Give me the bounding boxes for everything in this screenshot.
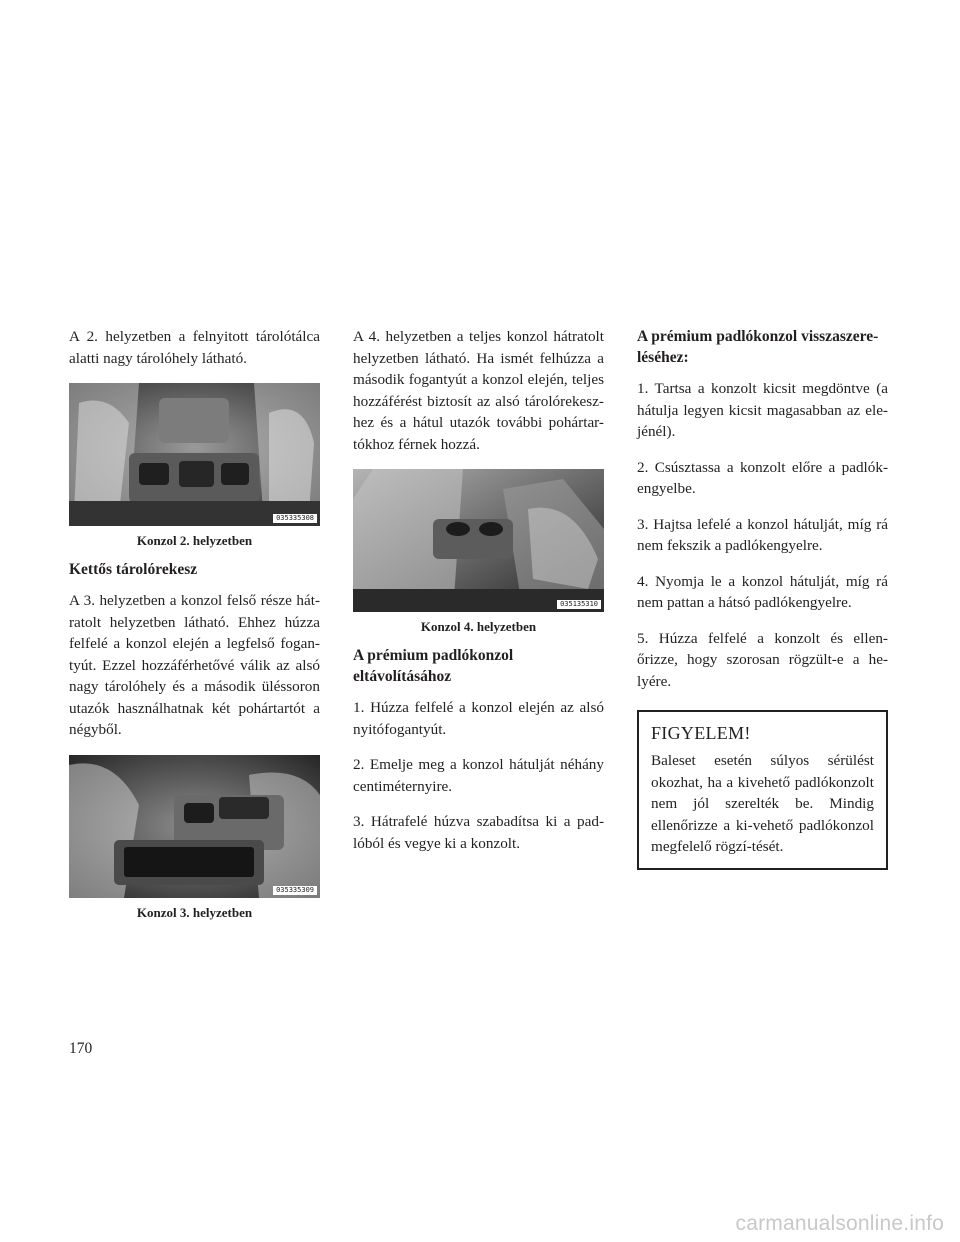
warning-box [637, 710, 888, 870]
step-item: 1. Tartsa a konzolt kicsit megdöntve (a hátulja legyen kicsit magasabban az ele-jénél). [637, 380, 888, 440]
step-item: 1. Húzza felfelé a konzol elején az alsó nyitófogantyút. [353, 699, 604, 738]
warning-text: Baleset esetén súlyos sérülést okozhat, ha a kivehető padlókonzolt nem jól szerelték be. Mindig ellenőrizze a ki-vehető padlókonzol megfelelő rögzí-tését. [651, 752, 874, 855]
step-item: 3. Hajtsa lefelé a konzol hátulját, míg rá nem fekszik a padlókengyelre. [637, 515, 888, 554]
figure-console-position-2 [69, 383, 320, 526]
step-item: 2. Csúsztassa a konzolt előre a padlók-engyelbe. [637, 458, 888, 497]
intro-paragraph: A 2. helyzetben a felnyitott tárolótálca alatti nagy tárolóhely látható. [69, 328, 320, 367]
figure-code: 035335308 [273, 514, 317, 523]
figure-code: 035335309 [273, 886, 317, 895]
warning-title: FIGYELEM! [651, 723, 751, 743]
figure-caption: Konzol 2. helyzetben [136, 533, 253, 548]
column-3 [637, 326, 888, 870]
console-photo-3 [69, 755, 320, 898]
console-photo-2 [69, 383, 320, 526]
figure-console-position-4 [353, 469, 604, 612]
step-item: 4. Nyomja le a konzol hátulját, míg rá nem pattan a hátsó padlókengyelre. [637, 572, 888, 611]
step-item: 3. Hátrafelé húzva szabadítsa ki a pad-lóból és vegye ki a konzolt. [353, 813, 604, 852]
column-1 [69, 326, 320, 931]
section-heading-line-1: A prémium padlókonzol [353, 647, 514, 664]
figure-console-position-3 [69, 755, 320, 898]
page-number: 170 [69, 1040, 93, 1057]
section-heading [353, 645, 604, 687]
figure-code: 035135310 [557, 600, 601, 609]
section-heading-line-2: eltávolításához [353, 668, 452, 685]
figure-caption: Konzol 3. helyzetben [136, 904, 253, 920]
step-item: 2. Emelje meg a konzol hátulját néhány centiméternyire. [353, 756, 604, 795]
watermark: carmanualsonline.info [735, 1212, 944, 1235]
step-item: 5. Húzza felfelé a konzolt és ellen-őrizze, hogy szorosan rögzült-e a he-lyére. [637, 629, 888, 690]
console-photo-4 [353, 469, 604, 612]
section-heading: A prémium padlókonzol visszaszere-léséhez: [637, 328, 879, 366]
intro-paragraph: A 4. helyzetben a teljes konzol hátratolt helyzetben látható. Ha ismét felhúzza a második fogantyút a konzol elején, teljes hozzáférést biztosít az alsó tárolórekesz-hez és a hátul utazók további pohártar-tókhoz férnek hozzá. [353, 328, 604, 453]
body-paragraph: A 3. helyzetben a konzol felső része hát-ratolt helyzetben látható. Ehhez húzza felfelé a konzol elején a legfelső fogan-tyút. Ezzel hozzáférhetővé válik az alsó nagy tárolóhely és a második üléssoron utazók használhatnak két pohártartót a négyből. [69, 592, 320, 738]
figure-caption: Konzol 4. helyzetben [420, 619, 537, 634]
column-2 [353, 326, 604, 868]
section-heading: Kettős tárolórekesz [69, 561, 198, 578]
